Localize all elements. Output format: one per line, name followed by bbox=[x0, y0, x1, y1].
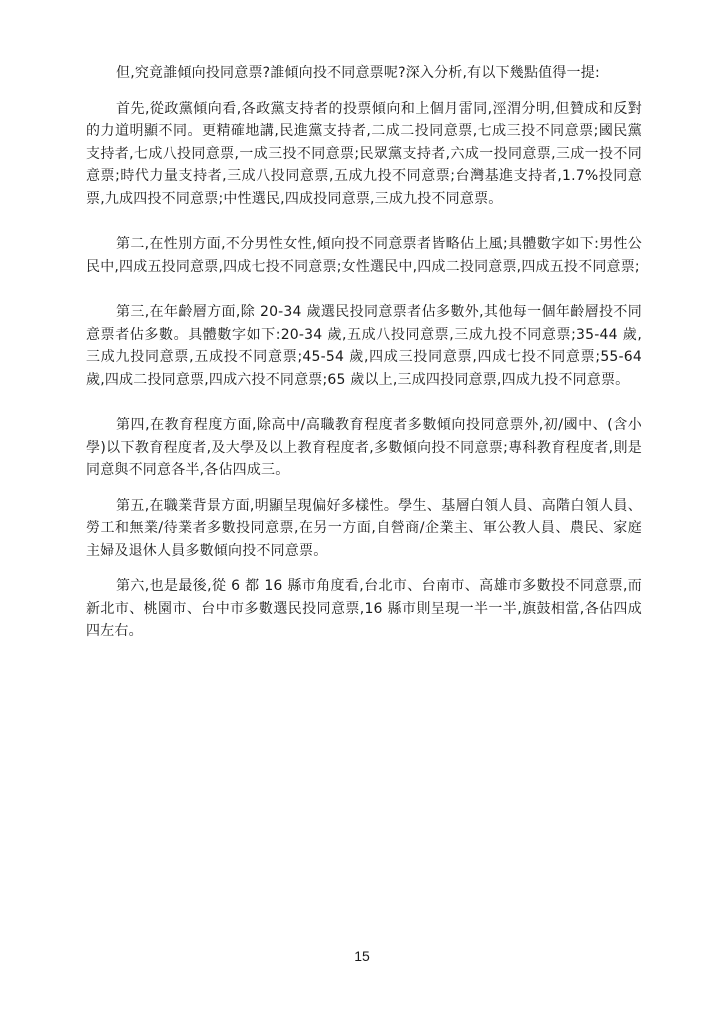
paragraph-spacer bbox=[86, 482, 642, 495]
paragraph-spacer bbox=[86, 278, 642, 301]
paragraph-occupation: 第五,在職業背景方面,明顯呈現偏好多樣性。學生、基層白領人員、高階白領人員、勞工和無業/待業者多數投同意票,在另一方面,自營商/企業主、軍公教人員、農民、家庭主婦及退休人員多數傾向投不同意票。 bbox=[86, 497, 642, 559]
paragraph-age: 第三,在年齡層方面,除 20-34 歲選民投同意票者佔多數外,其他每一個年齡層投不同意票者佔多數。具體數字如下:20-34 歲,五成八投同意票,三成九投不同意票;35-44 歲,三成九投同意票,五成投不同意票;45-54 歲,四成三投同意票,四成七投不同意票;55-64 歲,四成二投同意票,四成六投不同意票;65 歲以上,三成四投同意票,四成九投不同意票。 bbox=[86, 304, 642, 388]
paragraph-region: 第六,也是最後,從 6 都 16 縣市角度看,台北市、台南市、高雄市多數投不同意票,而新北市、桃園市、台中市多數選民投同意票,16 縣市則呈現一半一半,旗鼓相當,各佔四成四左右。 bbox=[86, 578, 642, 639]
paragraph-spacer bbox=[86, 391, 642, 414]
paragraph-spacer bbox=[86, 85, 642, 98]
paragraph-spacer bbox=[86, 210, 642, 233]
paragraph-education: 第四,在教育程度方面,除高中/高職教育程度者多數傾向投同意票外,初/國中、(含小學)以下教育程度者,及大學及以上教育程度者,多數傾向投不同意票;專科教育程度者,則是同意與不同意各半,各佔四成三。 bbox=[86, 417, 642, 478]
paragraph-party: 首先,從政黨傾向看,各政黨支持者的投票傾向和上個月雷同,涇渭分明,但贊成和反對的力道明顯不同。更精確地講,民進黨支持者,二成二投同意票,七成三投不同意票;國民黨支持者,七成八投同意票,一成三投不同意票;民眾黨支持者,六成一投同意票,三成一投不同意票;時代力量支持者,三成八投同意票,五成九投不同意票;台灣基進支持者,1.7%投同意票,九成四投不同意票;中性選民,四成投同意票,三成九投不同意票。 bbox=[86, 100, 642, 207]
paragraph-gender: 第二,在性別方面,不分男性女性,傾向投不同意票者皆略佔上風;具體數字如下:男性公民中,四成五投同意票,四成七投不同意票;女性選民中,四成二投同意票,四成五投不同意票; bbox=[86, 236, 642, 275]
document-body bbox=[86, 62, 642, 643]
page-number: 15 bbox=[354, 948, 370, 964]
paragraph-intro: 但,究竟誰傾向投同意票?誰傾向投不同意票呢?深入分析,有以下幾點值得一提: bbox=[116, 65, 600, 81]
paragraph-spacer bbox=[86, 562, 642, 575]
